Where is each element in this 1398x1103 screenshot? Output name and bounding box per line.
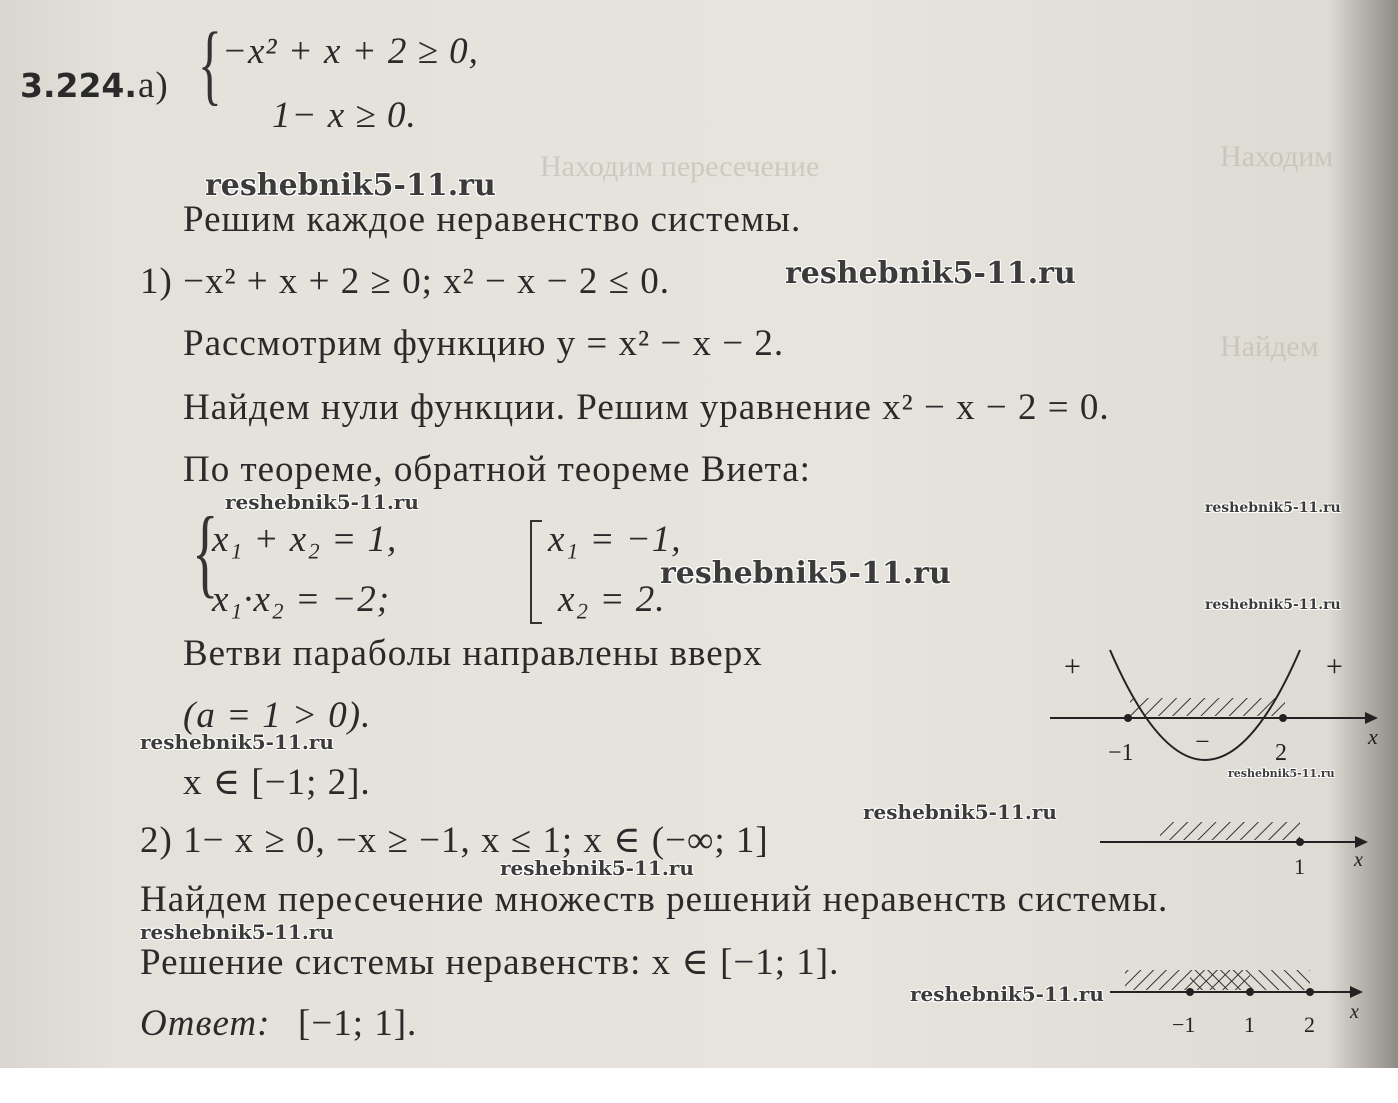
problem-part: а): [138, 65, 169, 106]
watermark: reshebnik5-11.ru: [205, 168, 496, 203]
tick-label: −1: [1172, 1012, 1196, 1037]
branches-line: Ветви параболы направлены вверх: [183, 633, 763, 674]
plus-sign: +: [1326, 650, 1343, 683]
system-line-2: 1− x ≥ 0.: [272, 95, 417, 136]
watermark: reshebnik5-11.ru: [1205, 500, 1341, 516]
watermark: reshebnik5-11.ru: [225, 490, 419, 514]
axis-label: x: [1354, 849, 1363, 871]
intro-line: Решим каждое неравенство системы.: [183, 199, 802, 240]
bleed-through-text: Находим пересечение: [540, 150, 820, 183]
root-1: x₁ = −1,: [548, 519, 682, 560]
intersection-line: Найдем пересечение множеств решений неравенств системы.: [140, 879, 1169, 920]
point: [1186, 988, 1194, 996]
watermark: reshebnik5-11.ru: [785, 256, 1076, 291]
boundary-point: [1296, 838, 1304, 846]
tick-label: 1: [1294, 854, 1305, 879]
axis-arrow: [1365, 712, 1378, 724]
bleed-through-text: Находим: [1220, 140, 1334, 173]
watermark: reshebnik5-11.ru: [140, 920, 334, 944]
root-point: [1279, 714, 1287, 722]
watermark: reshebnik5-11.ru: [500, 856, 694, 880]
solution-line: Решение системы неравенств: x ∈ [−1; 1].: [140, 942, 840, 983]
minus-sign: −: [1195, 727, 1210, 756]
system-brace: {: [198, 15, 222, 114]
root-2: x₂ = 2.: [558, 579, 666, 620]
vieta-brace: {: [192, 496, 219, 607]
tick-label: 2: [1304, 1012, 1315, 1037]
leading-coefficient-line: (a = 1 > 0).: [183, 695, 372, 736]
find-zeros-line: Найдем нули функции. Решим уравнение x² − x − 2 = 0.: [183, 387, 1110, 428]
interval-1-line: x ∈ [−1; 2].: [183, 762, 371, 803]
axis-label: x: [1368, 724, 1378, 749]
axis-arrow: [1355, 836, 1368, 848]
vieta-line: По теореме, обратной теореме Виета:: [183, 449, 811, 490]
hatch-region: [1160, 822, 1300, 840]
point: [1246, 988, 1254, 996]
watermark: reshebnik5-11.ru: [1228, 767, 1335, 780]
watermark: reshebnik5-11.ru: [1205, 597, 1341, 613]
answer-value: [−1; 1].: [298, 1003, 418, 1044]
parabola-graph: [1050, 640, 1390, 790]
watermark: reshebnik5-11.ru: [863, 800, 1057, 824]
watermark: reshebnik5-11.ru: [910, 982, 1104, 1006]
root-point: [1124, 714, 1132, 722]
white-strip: [0, 1068, 1398, 1103]
axis-label: x: [1350, 1001, 1359, 1023]
tick-label: −1: [1108, 740, 1134, 766]
roots-bracket: [530, 520, 542, 624]
step-1-line: 1) −x² + x + 2 ≥ 0; x² − x − 2 ≤ 0.: [140, 261, 670, 302]
tick-label: 2: [1275, 740, 1287, 766]
plus-sign: +: [1064, 650, 1081, 683]
point: [1306, 988, 1314, 996]
hatch-region: [1190, 970, 1310, 990]
step-2-line: 2) 1− x ≥ 0, −x ≥ −1, x ≤ 1; x ∈ (−∞; 1]: [140, 820, 769, 861]
hatch-region: [1130, 698, 1285, 716]
answer-label: Ответ:: [140, 1003, 271, 1044]
interval-graph-3: [1110, 962, 1380, 1040]
axis-arrow: [1350, 986, 1363, 998]
watermark: reshebnik5-11.ru: [660, 556, 951, 591]
vieta-eq-1: x₁ + x₂ = 1,: [212, 519, 398, 560]
problem-number: 3.224.: [20, 66, 137, 105]
tick-label: 1: [1244, 1012, 1255, 1037]
bleed-through-text: Найдем: [1220, 330, 1319, 363]
vieta-eq-2: x₁·x₂ = −2;: [212, 579, 391, 620]
consider-function-line: Рассмотрим функцию y = x² − x − 2.: [183, 323, 785, 364]
interval-graph-2: [1100, 810, 1380, 880]
watermark: reshebnik5-11.ru: [140, 730, 334, 754]
system-line-1: −x² + x + 2 ≥ 0,: [222, 31, 479, 72]
